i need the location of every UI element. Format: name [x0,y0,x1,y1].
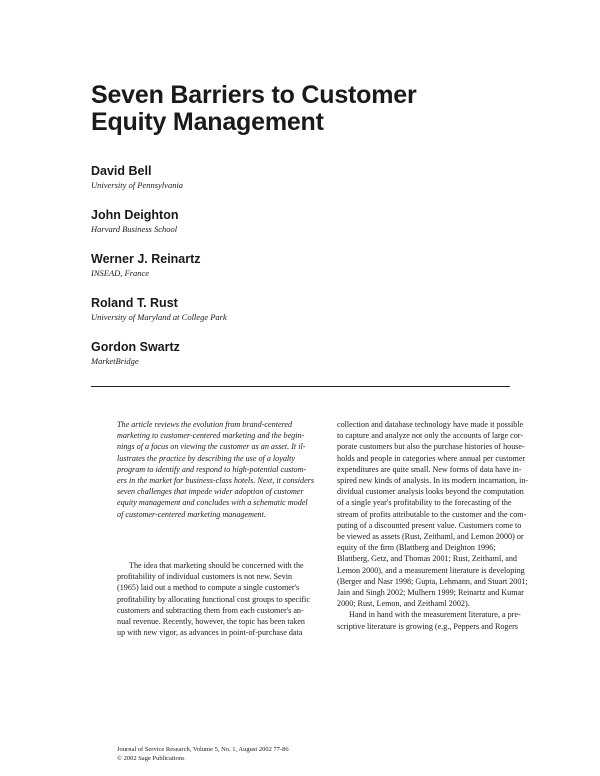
body-line: expenditures are quite small. New forms of data have in- [337,464,522,474]
author-affiliation: INSEAD, France [91,268,150,278]
section-divider [91,386,510,387]
author-name: David Bell [91,164,152,178]
body-line: dividual customer analysis looks beyond the computation [337,487,524,497]
author-affiliation: University of Maryland at College Park [91,312,227,322]
body-line: equity of the firm (Blattberg and Deighton 1996; [337,543,496,553]
body-line: of a single year's profitability to the forecasting of the [337,498,512,508]
author-name: Roland T. Rust [91,296,178,310]
author-affiliation: MarketBridge [91,356,139,366]
article-title [91,82,531,136]
body-line: scriptive literature is growing (e.g., Peppers and Rogers [337,621,518,631]
abstract-line: ers in the market for business-class hotels. Next, it considers [117,476,315,486]
body-line: be viewed as assets (Rust, Zeithaml, and Lemon 2000) or [337,532,524,542]
journal-citation: Journal of Service Research, Volume 5, No. 1, August 2002 77-86 [117,746,289,753]
body-line: spired new kinds of analysis. In its modern incarnation, in- [337,476,529,486]
author-affiliation: University of Pennsylvania [91,180,184,190]
author-name: John Deighton [91,208,179,222]
body-line: puting of a discounted present value. Customers come to [337,520,522,530]
body-line: 2000; Rust, Lemon, and Zeithaml 2002). [337,599,470,609]
body-line: Blattberg, Getz, and Thomas 2001; Rust, Zeithaml, and [337,554,517,564]
page-footer [117,746,289,763]
body-text-left-column [117,560,319,638]
author-list [91,164,511,384]
author-block [91,164,511,208]
abstract-line: of customer-centered marketing management. [117,509,266,519]
abstract-line: seven challenges that impede wider adoption of customer [117,487,304,497]
body-line: Jain and Singh 2002; Mulhern 1999; Reinartz and Kumar [337,588,524,598]
body-line: to capture and analyze not only the accounts of large cor- [337,431,524,441]
body-line: Lemon 2000), and a measurement literature is developing [337,565,525,575]
abstract-line: lustrates the practice by describing the use of a loyalty [117,453,296,463]
body-line: profitability of individual customers is not new. Sevin [117,572,293,582]
abstract-line: The article reviews the evolution from brand-centered [117,420,293,429]
body-line: customers and subtracting them from each customer's an- [117,605,304,615]
paragraph [117,560,319,638]
author-name: Gordon Swartz [91,340,180,354]
body-line: holds and people in categories where annual per customer [337,453,526,463]
author-block [91,340,511,384]
body-line: Hand in hand with the measurement literature, a pre- [349,610,521,620]
abstract-line: marketing to customer-centered marketing and the begin- [117,431,305,441]
body-line: nual revenue. Recently, however, the topic has been taken [117,617,305,627]
abstract-line: program to identify and respond to high-potential custom- [117,464,307,474]
title-line: Seven Barriers to Customer [91,81,417,109]
body-line: stream of profits attributable to the customer and the com- [337,509,527,519]
body-line: collection and database technology have made it possible [337,420,524,429]
author-block [91,208,511,252]
author-block [91,296,511,340]
abstract-line: nings of a focus on viewing the customer as an asset. It il- [117,442,306,452]
body-line: profitability by allocating functional cost groups to specific [117,594,310,604]
abstract [117,419,319,520]
paragraph [337,609,539,631]
body-line: up with new vigor, as advances in point-of-purchase data [117,628,303,638]
body-text-right-column [337,419,539,632]
abstract-line: equity management and concludes with a schematic model [117,498,308,508]
paragraph [337,419,539,609]
title-line: Equity Management [91,108,324,136]
author-block [91,252,511,296]
copyright-notice: © 2002 Sage Publications [117,754,185,762]
body-line: (Berger and Nasr 1998; Gupta, Lehmann, and Stuart 2001; [337,576,528,586]
author-affiliation: Harvard Business School [91,224,178,234]
body-line: porate customers but also the purchase histories of house- [337,442,525,452]
body-line: The idea that marketing should be concerned with the [129,561,304,570]
body-line: (1965) laid out a method to compute a single customer's [117,583,300,593]
author-name: Werner J. Reinartz [91,252,201,266]
